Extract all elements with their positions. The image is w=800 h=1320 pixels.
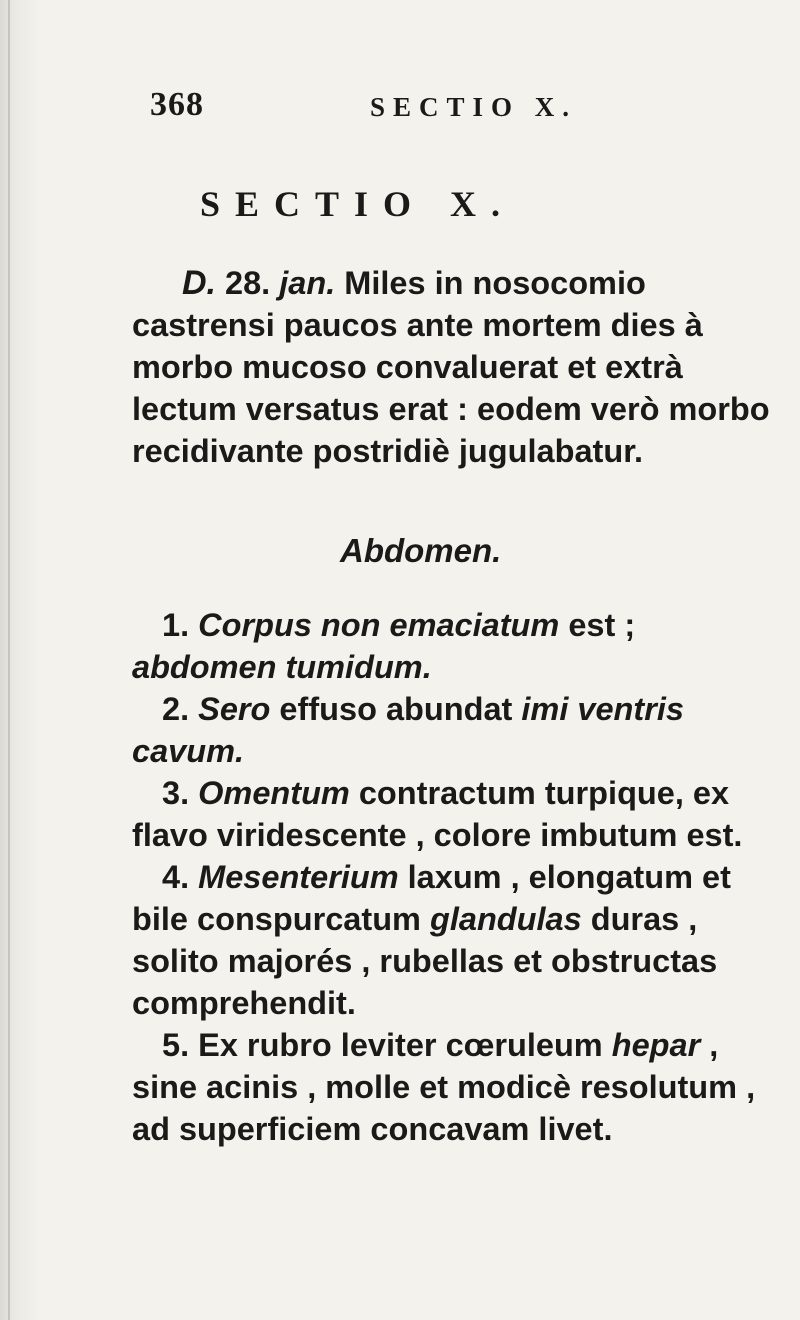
observation-item-4 — [132, 856, 772, 1024]
observation-item-2 — [132, 688, 772, 772]
item-term: Omentum — [198, 775, 350, 811]
intro-paragraph — [132, 262, 772, 472]
binding-gutter — [8, 0, 10, 1320]
observation-item-1 — [132, 604, 772, 688]
intro-initial: D. — [182, 264, 216, 302]
item-text: , sine acinis , molle et modicè resolutum , ad superficiem concavam livet. — [132, 1027, 756, 1147]
item-text: laxum , elongatum et bile conspurcatum — [132, 859, 731, 937]
item-number: 1. — [162, 607, 199, 643]
item-term-tail: abdomen tumidum. — [132, 649, 432, 685]
item-term-tail: glandulas — [429, 901, 582, 937]
subheading-abdomen: Abdomen. — [340, 532, 502, 569]
item-term: Sero — [198, 691, 271, 727]
intro-day: 28. — [216, 265, 280, 301]
observation-item-5 — [132, 1024, 772, 1150]
item-text-lead: Ex rubro leviter cœruleum — [198, 1027, 612, 1063]
item-number: 2. — [162, 691, 199, 727]
item-text: est ; — [559, 607, 636, 643]
item-term: Corpus non emaciatum — [198, 607, 560, 643]
observation-item-3 — [132, 772, 772, 856]
running-head: SECTIO X. — [370, 92, 578, 122]
item-term: hepar — [611, 1027, 701, 1063]
item-term: Mesenterium — [198, 859, 399, 895]
item-number: 5. — [162, 1027, 199, 1063]
intro-text: Miles in nosocomio castrensi paucos ante mortem dies à morbo mucoso convaluerat et extrà lectum versatus erat : eodem verò morbo recidivante postridiè jugulabatur. — [132, 265, 770, 469]
item-term-tail: imi ventris cavum. — [132, 691, 684, 769]
item-text: contractum turpique, ex flavo viridescente , colore imbutum est. — [132, 775, 743, 853]
item-text: effuso abundat — [270, 691, 522, 727]
item-number: 4. — [162, 859, 199, 895]
observation-list — [132, 604, 772, 1150]
item-number: 3. — [162, 775, 199, 811]
intro-month: jan. — [279, 265, 336, 301]
section-title: SECTIO X. — [200, 184, 516, 224]
item-text-tail: duras , solito majorés , rubellas et obstructas comprehendit. — [132, 901, 718, 1021]
page-number: 368 — [150, 86, 204, 123]
